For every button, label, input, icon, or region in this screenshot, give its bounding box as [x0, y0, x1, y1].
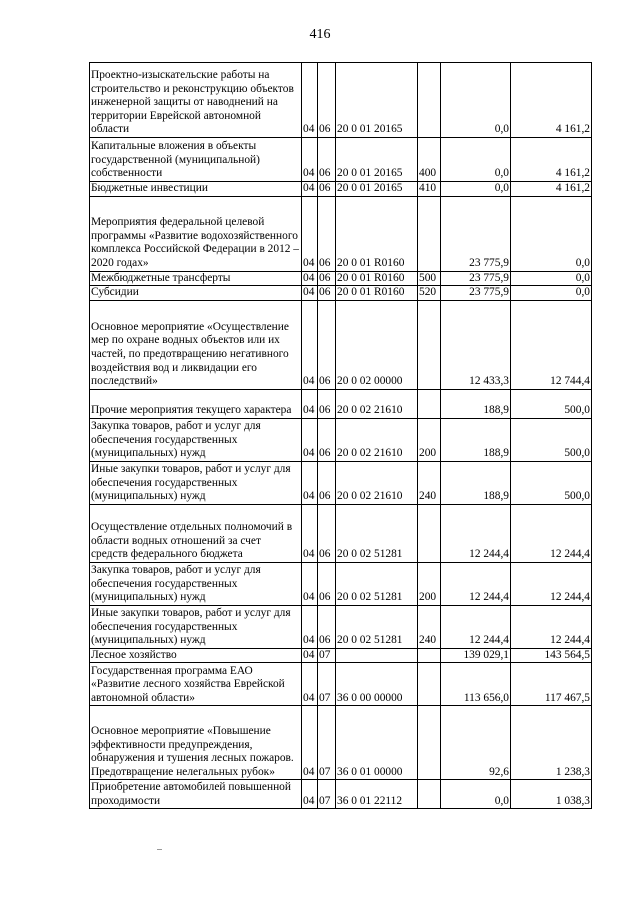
expense-type-code: 520: [418, 286, 441, 301]
subsection-code: 07: [318, 648, 336, 663]
amount-year-2: 12 744,4: [511, 300, 592, 389]
subsection-code: 06: [318, 63, 336, 138]
section-code: 04: [302, 286, 318, 301]
amount-year-2: 0,0: [511, 286, 592, 301]
section-code: 04: [302, 663, 318, 706]
table-row: [90, 461, 592, 504]
target-article-code: 36 0 01 22112: [336, 780, 418, 809]
page-number: 416: [309, 27, 331, 42]
section-code: 04: [302, 461, 318, 504]
subsection-code: 06: [318, 605, 336, 648]
row-name: Иные закупки товаров, работ и услуг для обеспечения государственных (муниципальных) нужд: [90, 461, 302, 504]
amount-year-1: 23 775,9: [441, 271, 511, 286]
target-article-code: 20 0 02 00000: [336, 300, 418, 389]
section-code: 04: [302, 504, 318, 562]
target-article-code: 20 0 01 R0160: [336, 196, 418, 271]
amount-year-2: 143 564,5: [511, 648, 592, 663]
row-name: Закупка товаров, работ и услуг для обеспечения государственных (муниципальных) нужд: [90, 418, 302, 461]
row-name: Приобретение автомобилей повышенной проходимости: [90, 780, 302, 809]
subsection-code: 06: [318, 286, 336, 301]
table-row: [90, 663, 592, 706]
amount-year-2: 117 467,5: [511, 663, 592, 706]
table-row: [90, 648, 592, 663]
table-row: [90, 286, 592, 301]
subsection-code: 06: [318, 300, 336, 389]
subsection-code: 06: [318, 271, 336, 286]
amount-year-2: 500,0: [511, 418, 592, 461]
amount-year-1: 92,6: [441, 706, 511, 780]
table-row: [90, 196, 592, 271]
subsection-code: 06: [318, 389, 336, 418]
amount-year-2: 4 161,2: [511, 138, 592, 182]
section-code: 04: [302, 271, 318, 286]
expense-type-code: [418, 196, 441, 271]
section-code: 04: [302, 138, 318, 182]
amount-year-2: 12 244,4: [511, 504, 592, 562]
row-name: Мероприятия федеральной целевой программы «Развитие водохозяйственного комплекса Российской Федерации в 2012 – 2020 годах»: [90, 196, 302, 271]
target-article-code: 20 0 02 21610: [336, 389, 418, 418]
section-code: 04: [302, 706, 318, 780]
amount-year-2: 1 038,3: [511, 780, 592, 809]
subsection-code: 06: [318, 138, 336, 182]
subsection-code: 07: [318, 663, 336, 706]
expense-type-code: [418, 663, 441, 706]
expense-type-code: [418, 780, 441, 809]
amount-year-1: 0,0: [441, 780, 511, 809]
amount-year-2: 0,0: [511, 196, 592, 271]
row-name: Основное мероприятие «Повышение эффективности предупреждения, обнаружения и тушения лесных пожаров. Предотвращение нелегальных рубок»: [90, 706, 302, 780]
row-name: Осуществление отдельных полномочий в области водных отношений за счет средств федерального бюджета: [90, 504, 302, 562]
row-name: Основное мероприятие «Осуществление мер по охране водных объектов или их частей, по предотвращению негативного воздействия вод и ликвидации его последствий»: [90, 300, 302, 389]
amount-year-1: 23 775,9: [441, 196, 511, 271]
row-name: Прочие мероприятия текущего характера: [90, 389, 302, 418]
row-name: Лесное хозяйство: [90, 648, 302, 663]
amount-year-2: 500,0: [511, 389, 592, 418]
amount-year-1: 188,9: [441, 389, 511, 418]
amount-year-1: 113 656,0: [441, 663, 511, 706]
expense-type-code: 200: [418, 418, 441, 461]
table-row: [90, 63, 592, 138]
amount-year-1: 12 244,4: [441, 562, 511, 605]
expense-type-code: 240: [418, 605, 441, 648]
amount-year-2: 4 161,2: [511, 63, 592, 138]
section-code: 04: [302, 196, 318, 271]
section-code: 04: [302, 300, 318, 389]
section-code: 04: [302, 418, 318, 461]
target-article-code: 36 0 01 00000: [336, 706, 418, 780]
expense-type-code: 410: [418, 182, 441, 197]
section-code: 04: [302, 562, 318, 605]
row-name: Капитальные вложения в объекты государственной (муниципальной) собственности: [90, 138, 302, 182]
subsection-code: 06: [318, 504, 336, 562]
expense-type-code: [418, 63, 441, 138]
amount-year-2: 4 161,2: [511, 182, 592, 197]
target-article-code: 20 0 02 21610: [336, 418, 418, 461]
expense-type-code: 240: [418, 461, 441, 504]
budget-table: [89, 62, 592, 809]
target-article-code: 20 0 01 R0160: [336, 271, 418, 286]
amount-year-1: 12 244,4: [441, 504, 511, 562]
target-article-code: 20 0 01 20165: [336, 138, 418, 182]
target-article-code: 20 0 01 20165: [336, 63, 418, 138]
subsection-code: 06: [318, 461, 336, 504]
row-name: Межбюджетные трансферты: [90, 271, 302, 286]
amount-year-1: 188,9: [441, 418, 511, 461]
amount-year-2: 1 238,3: [511, 706, 592, 780]
subsection-code: 06: [318, 182, 336, 197]
amount-year-1: 188,9: [441, 461, 511, 504]
subsection-code: 06: [318, 196, 336, 271]
subsection-code: 07: [318, 780, 336, 809]
table-row: [90, 706, 592, 780]
table-row: [90, 182, 592, 197]
expense-type-code: [418, 648, 441, 663]
amount-year-1: 0,0: [441, 63, 511, 138]
target-article-code: 20 0 01 20165: [336, 182, 418, 197]
table-row: [90, 271, 592, 286]
target-article-code: 20 0 02 51281: [336, 605, 418, 648]
subsection-code: 06: [318, 562, 336, 605]
expense-type-code: 400: [418, 138, 441, 182]
row-name: Проектно-изыскательские работы на строительство и реконструкцию объектов инженерной защиты от наводнений на территории Еврейской автономной области: [90, 63, 302, 138]
subsection-code: 06: [318, 418, 336, 461]
expense-type-code: [418, 706, 441, 780]
table-row: [90, 605, 592, 648]
amount-year-1: 12 244,4: [441, 605, 511, 648]
amount-year-1: 23 775,9: [441, 286, 511, 301]
expense-type-code: [418, 389, 441, 418]
amount-year-1: 0,0: [441, 182, 511, 197]
section-code: 04: [302, 648, 318, 663]
table-row: [90, 300, 592, 389]
target-article-code: 20 0 02 51281: [336, 504, 418, 562]
table-row: [90, 780, 592, 809]
amount-year-2: 12 244,4: [511, 605, 592, 648]
amount-year-2: 0,0: [511, 271, 592, 286]
table-row: [90, 504, 592, 562]
target-article-code: 20 0 02 21610: [336, 461, 418, 504]
amount-year-1: 139 029,1: [441, 648, 511, 663]
scan-mark: [157, 849, 162, 850]
section-code: 04: [302, 780, 318, 809]
expense-type-code: 500: [418, 271, 441, 286]
target-article-code: 20 0 02 51281: [336, 562, 418, 605]
row-name: Субсидии: [90, 286, 302, 301]
section-code: 04: [302, 182, 318, 197]
row-name: Бюджетные инвестиции: [90, 182, 302, 197]
table-row: [90, 562, 592, 605]
row-name: Закупка товаров, работ и услуг для обеспечения государственных (муниципальных) нужд: [90, 562, 302, 605]
target-article-code: 20 0 01 R0160: [336, 286, 418, 301]
row-name: Иные закупки товаров, работ и услуг для обеспечения государственных (муниципальных) нужд: [90, 605, 302, 648]
section-code: 04: [302, 605, 318, 648]
table-row: [90, 418, 592, 461]
amount-year-2: 500,0: [511, 461, 592, 504]
target-article-code: [336, 648, 418, 663]
amount-year-1: 0,0: [441, 138, 511, 182]
table-row: [90, 389, 592, 418]
subsection-code: 07: [318, 706, 336, 780]
section-code: 04: [302, 389, 318, 418]
table-row: [90, 138, 592, 182]
target-article-code: 36 0 00 00000: [336, 663, 418, 706]
expense-type-code: [418, 300, 441, 389]
amount-year-1: 12 433,3: [441, 300, 511, 389]
row-name: Государственная программа ЕАО «Развитие лесного хозяйства Еврейской автономной области»: [90, 663, 302, 706]
expense-type-code: 200: [418, 562, 441, 605]
expense-type-code: [418, 504, 441, 562]
section-code: 04: [302, 63, 318, 138]
amount-year-2: 12 244,4: [511, 562, 592, 605]
